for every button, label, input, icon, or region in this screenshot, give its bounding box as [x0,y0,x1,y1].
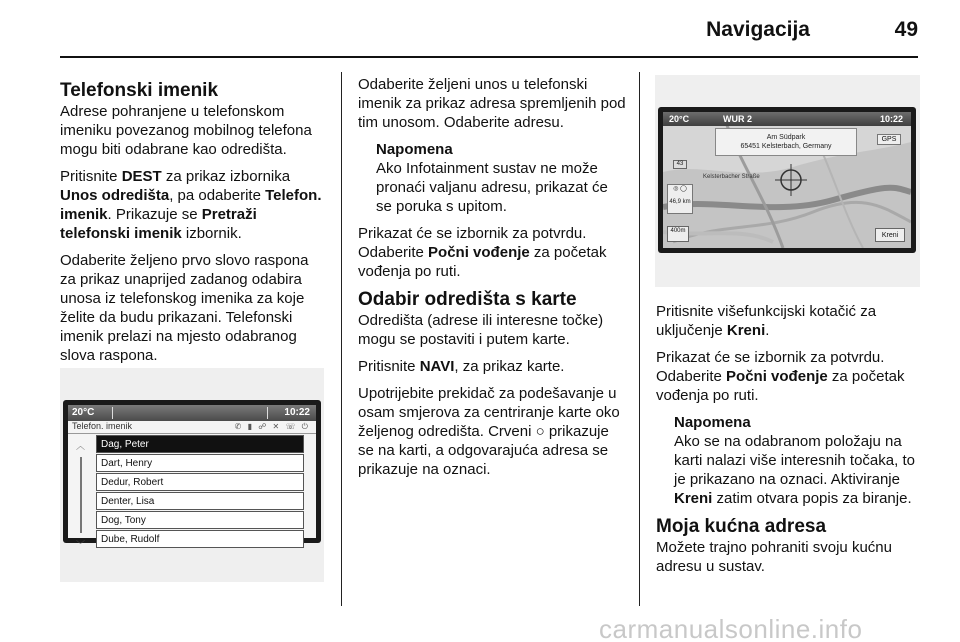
page-number: 49 [894,18,918,41]
note-title: Napomena [376,141,453,158]
scroll-down-icon[interactable]: ﹀ [76,540,86,550]
note-box-2 [656,413,924,508]
phonebook-instructions: Pritisnite DEST za prikaz izbornika Unos odredišta, pa odaberite Telefon. imenik. Prikazuje se Pretraži telefonski imenik izbornik. [60,168,322,242]
confirm-text-2: Prikazat će se izbornik za potvrdu. Odaberite Počni vođenje za početak vođenja po ruti. [656,349,905,404]
phone-status-icon: ✆ ▮ ☍ ✕ ☏ ⏻ [234,422,310,431]
map-intro: Odredišta (adrese ili interesne točke) mogu se postaviti i putem karte. [358,312,604,348]
distance-readout: 46,9 km [669,199,691,205]
map-label: WUR 2 [723,114,752,124]
column-divider-2 [639,72,640,606]
right-column [656,302,924,584]
multifunction-knob-text: Pritisnite višefunkcijski kotačić za uključenje Kreni. [656,303,877,339]
scale-value: 400m [670,228,686,234]
phonebook-list [96,435,304,549]
map-display [658,107,916,253]
list-item[interactable]: Dag, Peter [96,435,304,453]
middle-column [358,75,626,487]
list-item[interactable]: Denter, Lisa [96,492,304,510]
scale-indicator [667,226,689,242]
address-street: Am Südpark [766,134,806,141]
address-city: 65451 Kelsterbach, Germany [740,143,832,150]
section-heading-map: Odabir odredišta s karte [358,289,577,310]
address-label [715,128,857,156]
map-status-bar [663,112,911,126]
phonebook-title-bar [68,421,316,434]
phonebook-letter-range: Odaberite željeno prvo slovo raspona za prikaz unaprijed zadanog odabira unosa iz telefonskog imenika za koje želite da budu prikazani. Telefonski imenik prelazi na mjesto odabranog slova raspona. [60,252,309,364]
column-divider-1 [341,72,342,606]
road-number-badge: 43 [673,160,687,169]
map-temperature: 20°C [669,114,690,124]
note-box [358,140,626,216]
navi-text: Pritisnite NAVI, za prikaz karte. [358,358,565,375]
city-name: Kelsterbacher Straße [703,174,760,180]
list-item[interactable]: Dart, Henry [96,454,304,472]
watermark-site: carmanualsonline.info [599,614,863,642]
list-item[interactable]: Dog, Tony [96,511,304,529]
clock: 10:22 [284,407,310,418]
section-heading-phonebook: Telefonski imenik [60,80,219,101]
map-clock: 10:22 [879,114,903,124]
kreni-button[interactable]: Kreni [875,228,905,242]
confirm-text: Prikazat će se izbornik za potvrdu. Odaberite Počni vođenje za početak vođenja po ruti. [358,225,607,280]
compass-icon: ◎ ◯ [673,186,687,192]
phonebook-display [63,400,321,550]
map-screenshot [655,75,920,287]
left-column [60,80,326,373]
phonebook-screenshot [60,368,324,582]
gps-button[interactable]: GPS [877,134,901,145]
home-address-text: Možete trajno pohraniti svoju kućnu adresu u sustav. [656,539,892,575]
phonebook-intro: Adrese pohranjene u telefonskom imeniku povezanog mobilnog telefona mogu biti odabrane kao odredišta. [60,103,312,158]
temperature: 20°C [72,407,95,418]
phonebook-title: Telefon. imenik [72,421,133,431]
note-text: Ako Infotainment sustav ne može pronaći valjanu adresu, prikazat će se poruka s upitom. [376,160,608,215]
scroll-up-icon[interactable]: ︿ [76,441,86,451]
select-entry-text: Odaberite željeni unos u telefonski imenik za prikaz adresa spremljenih pod tim unosom. Odaberite adresu. [358,76,626,131]
section-heading-home: Moja kućna adresa [656,516,827,537]
header-rule [60,56,918,58]
list-item[interactable]: Dedur, Robert [96,473,304,491]
compass-widget[interactable] [667,184,693,214]
scrollbar[interactable] [74,439,88,551]
status-bar [68,405,316,421]
note-title-2: Napomena [674,414,751,431]
chapter-title: Navigacija [706,18,810,41]
note-text-2: Ako se na odabranom položaju na karti nalazi više interesnih točaka, to je prikazano na oznaci. Aktiviranje Kreni zatim otvara popis za biranje. [674,433,915,507]
eight-way-text: Upotrijebite prekidač za podešavanje u osam smjerova za centriranje karte oko željenog odredišta. Crveni ○ prikazuje se na karti, a odgovarajuća adresa se prikazuje na oznaci. [358,385,620,478]
list-item[interactable]: Dube, Rudolf [96,530,304,548]
